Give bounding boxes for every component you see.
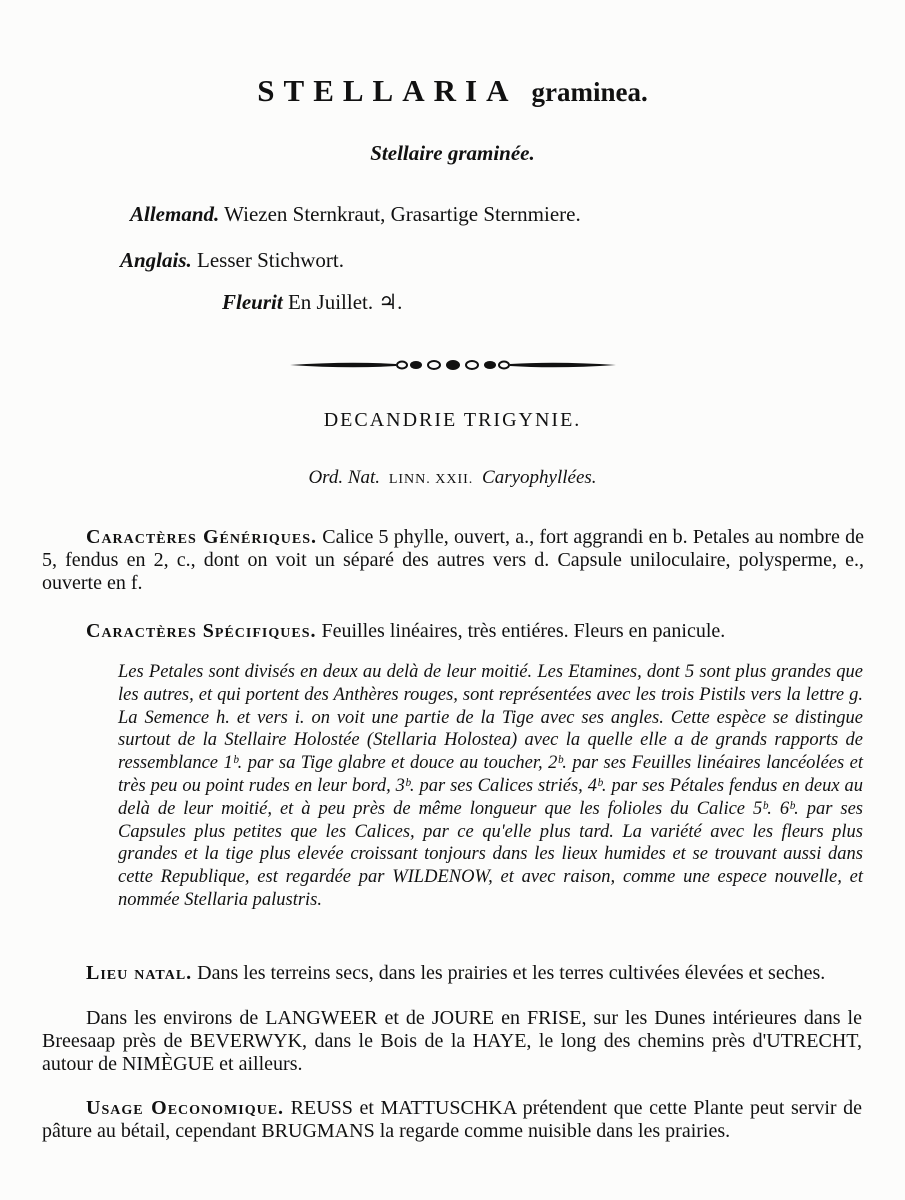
fleurit-text: En Juillet. ♃. [287,290,403,314]
caracteres-generiques [42,526,864,595]
title-species: graminea. [531,77,648,107]
ord-nat-line [0,467,905,489]
species-description: Les Petales sont divisés en deux au delà de leur moitié. Les Etamines, dont 5 sont plus grandes que les autres, et qui portent des Anthères rouges, sont représentées avec les trois Pistils vers la lettre g. La Semence h. et vers i. on voit une partie de la Tige avec ses angles. Cette espèce se distingue surtout de la Stellaire Holostée (Stellaria Holostea) avec la quelle elle a de grands rapports de ressemblance 1ᵇ. par sa Tige glabre et douce au toucher, 2ᵇ. par ses Feuilles linéaires lancéolées et très peu ou point rudes en leur bord, 3ᵇ. par ses Calices striés, 4ᵇ. par ses Pétales fendus en deux au delà de leur moitié, et à peu près de même longueur que les folioles du Calice 5ᵇ. 6ᵇ. par ses Capsules plus petites que les Calices, par ce qu'elle plus tard. La variété avec les fleurs plus grandes et la tige plus elevée croissant tonjours dans les lieux humides et se trouvant aussi dans cette Republique, est regardée par WILDENOW, et avec raison, comme une espece nouvelle, et nommée Stellaria palustris. [118,662,863,910]
lieu-natal-label: Lieu natal. [86,962,193,984]
caracteres-generiques-label: Caractères Génériques. [86,526,318,548]
environs-paragraph: Dans les environs de LANGWEER et de JOURE en FRISE, sur les Dunes intérieures dans le Breesaap près de BEVERWYK, dans le Bois de la HAYE, le long des chemins près d'UTRECHT, autour de NIMÈGUE et ailleurs. [42,1007,862,1075]
usage-oeconomique [42,1097,862,1143]
title-genus: STELLARIA [257,73,518,108]
usage-label: Usage Oeconomique. [86,1097,285,1119]
caracteres-specifiques-text: Feuilles linéaires, très entiéres. Fleurs en panicule. [321,620,726,642]
caracteres-specifiques-label: Caractères Spécifiques. [86,620,317,642]
french-name: Stellaire graminée. [370,141,535,165]
anglais-text: Lesser Stichwort. [197,248,345,272]
lieu-natal [42,962,862,985]
caracteres-specifiques [86,620,866,643]
allemand-text: Wiezen Sternkraut, Grasartige Sternmiere. [224,202,581,226]
fleurit-label: Fleurit [222,290,283,314]
allemand-label: Allemand. [130,202,220,226]
fleurit-line [222,290,402,315]
usage-text: REUSS et MATTUSCHKA prétendent que cette Plante peut servir de pâture au bétail, cependant BRUGMANS la regarde comme nuisible dans les prairies. [42,1097,863,1142]
anglais-label: Anglais. [120,248,192,272]
classification-heading: DECANDRIE TRIGYNIE. [323,409,582,431]
anglais-line [120,248,344,273]
ord-nat-linn: LINN. XXII. [388,472,474,487]
ornament-divider [288,355,618,375]
lieu-natal-text: Dans les terreins secs, dans les prairies et les terres cultivées élevées et seches. [197,962,826,984]
allemand-line [130,202,581,227]
ord-nat-prefix: Ord. Nat. [308,467,381,488]
page-title [0,72,905,109]
caracteres-generiques-text: Calice 5 phylle, ouvert, a., fort aggrandi en b. Petales au nombre de 5, fendus en 2, c., dont on voit un séparé des autres vers d. Capsule uniloculaire, polysperme, e., ouverte en f. [42,526,864,594]
ord-nat-family: Caryophyllées. [482,467,597,488]
